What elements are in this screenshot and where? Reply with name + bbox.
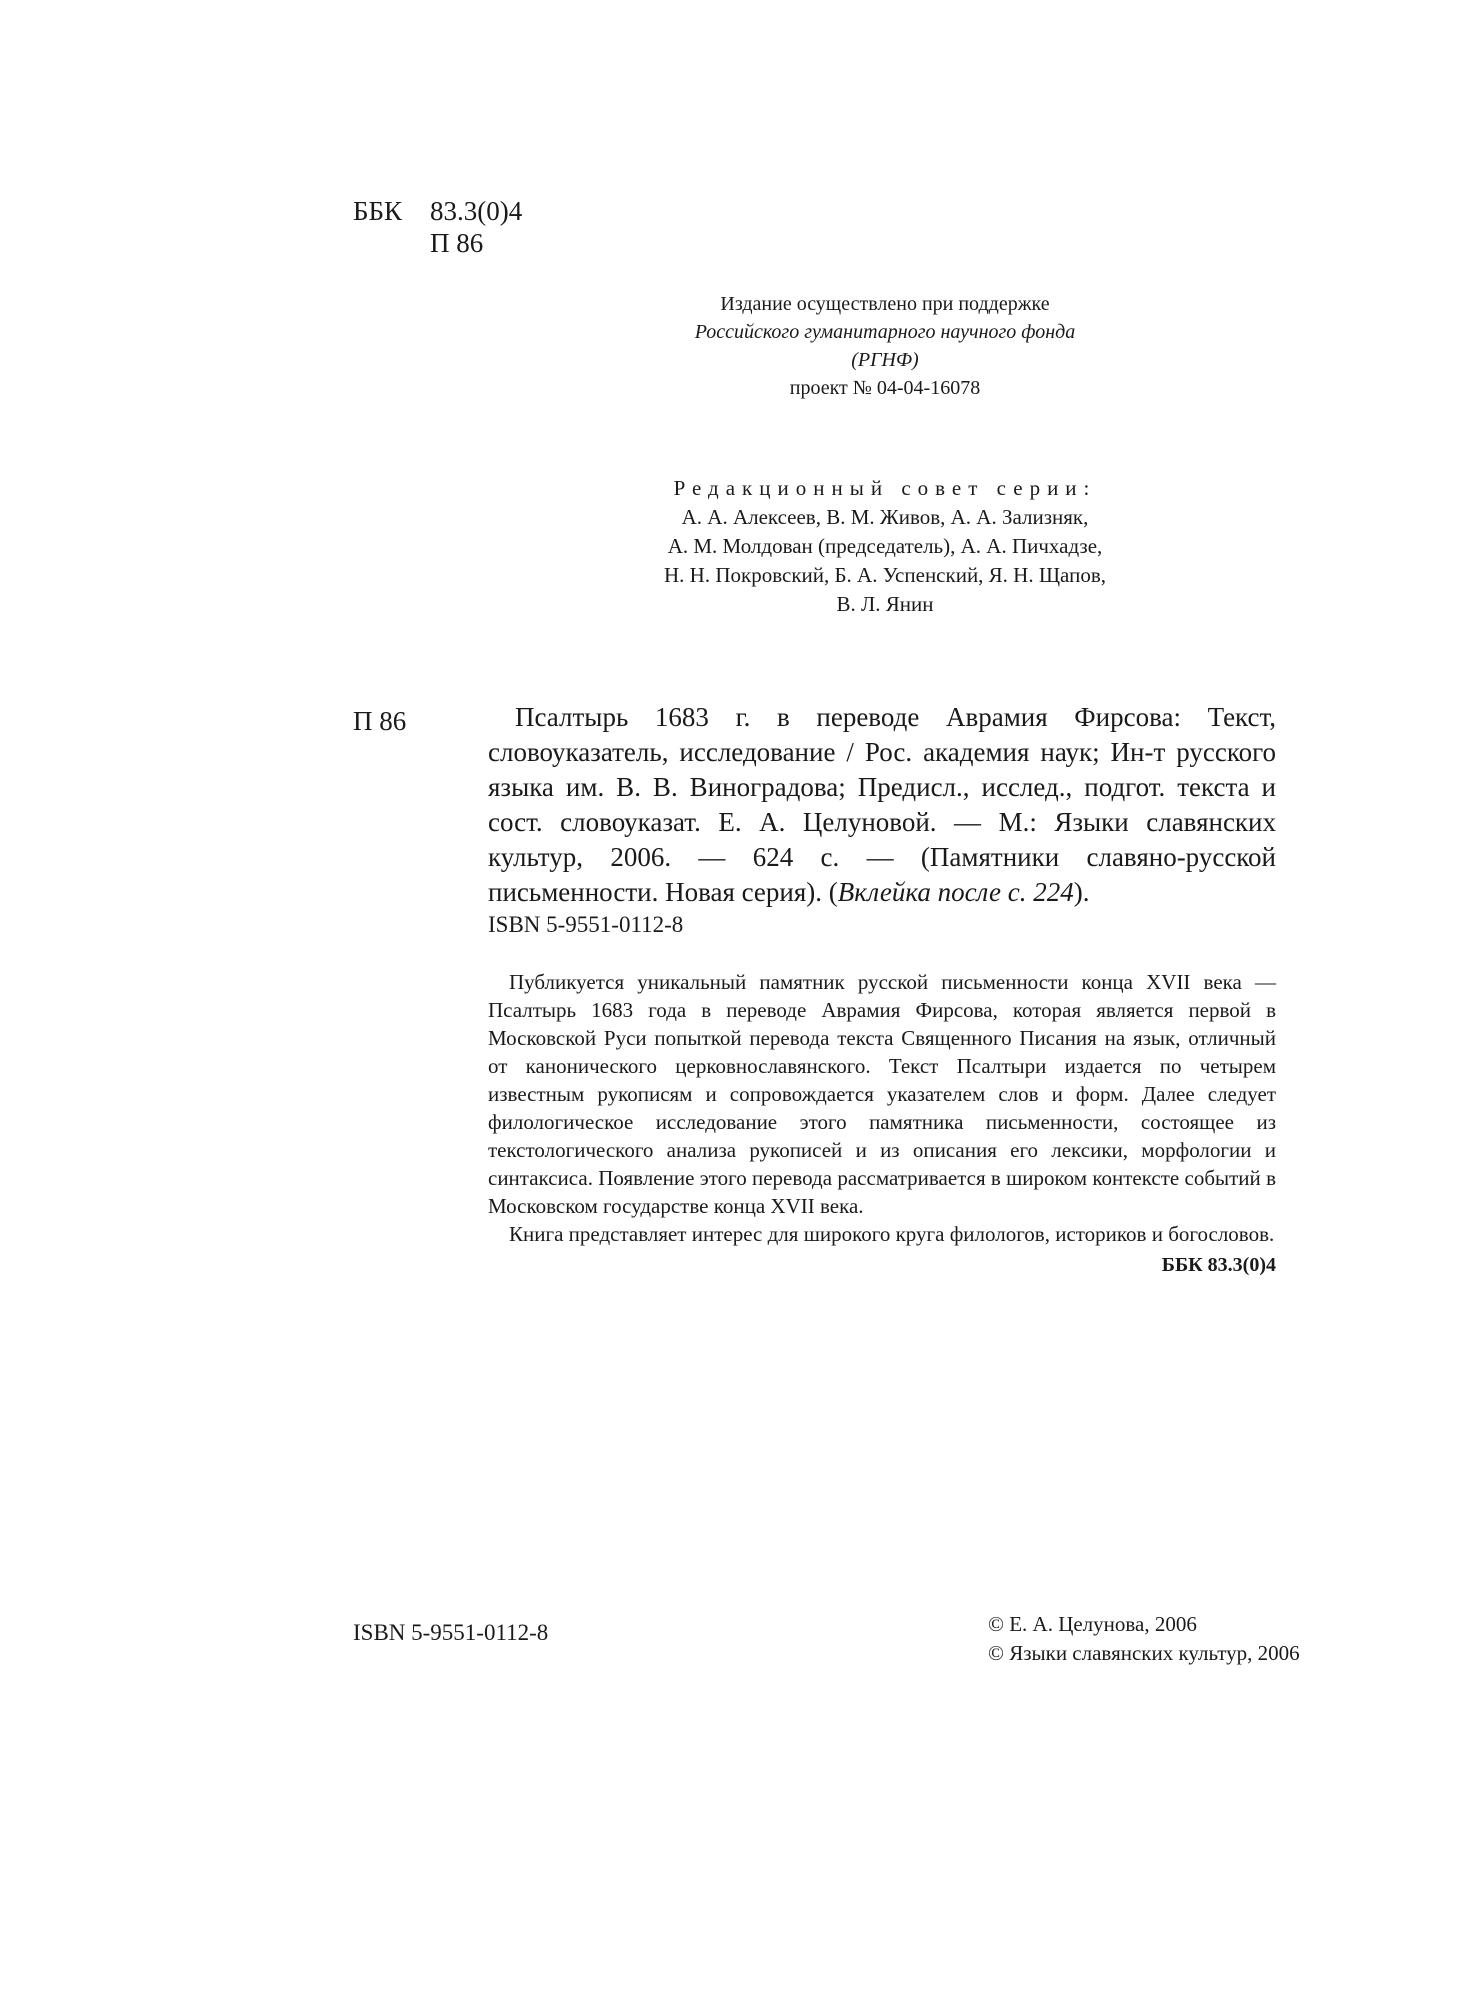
support-line-3: (РГНФ)	[851, 349, 919, 371]
catalog-isbn: ISBN 5-9551-0112-8	[488, 912, 684, 937]
support-notice	[560, 290, 1210, 402]
bbk-label: ББК	[353, 196, 403, 226]
catalog-entry	[488, 700, 1276, 910]
catalog-code: П 86	[353, 706, 407, 736]
copyright-block	[988, 1610, 1300, 1668]
annotation-paragraph	[488, 1220, 1276, 1248]
footer-isbn: ISBN 5-9551-0112-8	[353, 1620, 549, 1645]
annotation-text: Книга представляет интерес для широкого круга филологов, историков и богословов.	[509, 1222, 1275, 1246]
annotation-bbk: ББК 83.3(0)4	[1161, 1254, 1276, 1276]
copyright-line: © Языки славянских культур, 2006	[988, 1641, 1300, 1665]
annotation-paragraph	[488, 968, 1276, 1220]
board-member-line: А. М. Молдован (председатель), А. А. Пичхадзе,	[667, 534, 1103, 558]
support-line-2: Российского гуманитарного научного фонда	[694, 321, 1076, 343]
support-line-4: проект № 04-04-16078	[789, 377, 981, 399]
bbk-code: 83.3(0)4	[430, 196, 523, 226]
annotation	[488, 968, 1276, 1248]
board-member-line: В. Л. Янин	[836, 592, 934, 616]
board-heading: Редакционный совет серии:	[673, 476, 1097, 500]
author-mark: П 86	[430, 228, 484, 258]
support-line-1: Издание осуществлено при поддержке	[720, 293, 1050, 315]
catalog-main: Псалтырь 1683 г. в переводе Аврамия Фирсова: Текст, словоуказатель, исследование / Рос. академия наук; Ин-т русского языка им. В. В. Виноградова; Предисл., исслед., подгот. текста и сост. словоуказат. Е. А. Целуновой. — М.: Языки славянских культур, 2006. — 624 с. — (Памятники славяно-русской письменности. Новая серия). (	[488, 702, 1276, 907]
catalog-end: ).	[1073, 877, 1090, 907]
copyright-line: © Е. А. Целунова, 2006	[988, 1612, 1197, 1636]
annotation-text: Публикуется уникальный памятник русской письменности конца XVII века — Псалтырь 1683 года в переводе Аврамия Фирсова, которая является первой в Московской Руси попыткой перевода текста Священного Писания на язык, отличный от канонического церковнославянского. Текст Псалтыри издается по четырем известным рукописям и сопровождается указателем слов и форм. Далее следует филологическое исследование этого памятника письменности, состоящее из текстологического анализа рукописей и из описания его лексики, морфологии и синтаксиса. Появление этого перевода рассматривается в широком контексте событий в Московском государстве конца XVII века.	[488, 970, 1276, 1218]
catalog-italic: Вклейка после с. 224	[837, 877, 1074, 907]
board-member-line: А. А. Алексеев, В. М. Живов, А. А. Зализняк,	[681, 505, 1089, 529]
board-member-line: Н. Н. Покровский, Б. А. Успенский, Я. Н. Щапов,	[664, 563, 1106, 587]
editorial-board	[560, 474, 1210, 619]
